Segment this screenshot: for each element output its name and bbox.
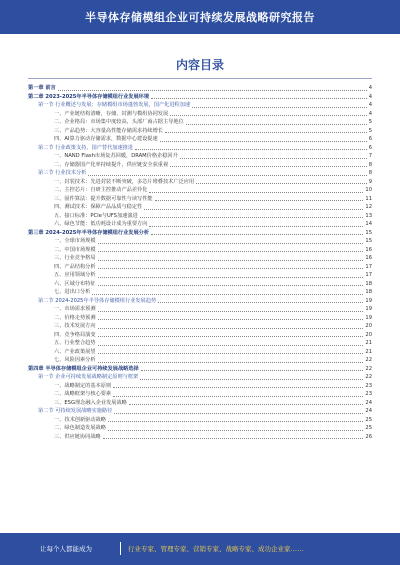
- toc-entry[interactable]: [28, 331, 372, 340]
- toc-entry-title: 二、主控芯片：自研主控推动产品差异化: [54, 187, 148, 193]
- toc-entry[interactable]: [28, 135, 372, 144]
- toc-entry-page: 25: [365, 416, 372, 423]
- toc-entry[interactable]: [28, 118, 372, 127]
- toc-entry-page: 22: [365, 374, 372, 380]
- toc-entry[interactable]: [28, 390, 372, 399]
- toc-entry-title: 六、产业政策展望: [54, 348, 96, 355]
- toc-entry-page: 5: [368, 119, 372, 125]
- toc-entry-page: 13: [365, 212, 372, 219]
- toc-entry[interactable]: [28, 212, 372, 221]
- toc-entry[interactable]: [28, 220, 372, 229]
- toc-leader-dots: [180, 158, 367, 159]
- toc-entry[interactable]: [28, 424, 372, 433]
- toc-entry-title: 四、AI算力驱动存储需求，数据中心建设提速: [54, 136, 158, 142]
- toc-entry-page: 22: [365, 357, 372, 363]
- toc-leader-dots: [108, 421, 364, 422]
- toc-leader-dots: [58, 90, 367, 91]
- toc-entry[interactable]: [28, 356, 372, 365]
- toc-entry-page: 12: [365, 204, 372, 210]
- toc-leader-dots: [114, 413, 363, 414]
- toc-leader-dots: [149, 226, 363, 227]
- toc-entry-page: 23: [365, 382, 372, 389]
- toc-entry-title: 一、封装技术：先进封装不断突破，多芯片堆叠技术广泛应用: [54, 178, 195, 185]
- toc-entry-page: 24: [365, 399, 372, 406]
- toc-leader-dots: [92, 294, 363, 295]
- toc-leader-dots: [98, 345, 364, 346]
- toc-leader-dots: [192, 107, 367, 108]
- toc-entry[interactable]: [28, 246, 372, 255]
- toc-divider: [28, 78, 372, 79]
- toc-entry[interactable]: [28, 407, 372, 416]
- toc-entry-title: 二、存储器国产化率持续提升，供应链安全获重视: [54, 161, 169, 168]
- toc-entry-title: 五、行业整合趋势: [54, 340, 96, 346]
- toc-entry-page: 19: [365, 306, 372, 312]
- toc-entry-title: 第三节 行业技术分析: [38, 170, 87, 176]
- toc-entry[interactable]: [28, 339, 372, 348]
- toc-entry-title: 第二节 行业政策支持，国产替代加速推进: [38, 144, 134, 151]
- toc-entry-title: 四、产品结构分析: [54, 263, 96, 270]
- toc-entry-page: 16: [365, 255, 372, 261]
- toc-entry-title: 第二节 2024-2025年半导体存储模组行业发展趋势: [38, 297, 157, 304]
- toc-entry[interactable]: [28, 382, 372, 391]
- toc-entry-title: 二、价格走势预测: [54, 314, 96, 321]
- toc-entry-title: 三、产品趋势：大容量高性能存储需求持续增长: [54, 127, 163, 134]
- toc-leader-dots: [98, 362, 364, 363]
- toc-leader-dots: [135, 149, 367, 150]
- footer-tagline: 行业专家、管理专家、营销专家、战略专家、成功企业家……: [128, 545, 304, 553]
- toc-entry-page: 20: [365, 323, 372, 329]
- document-title: 半导体存储模组企业可持续发展战略研究报告: [85, 11, 315, 24]
- toc-entry[interactable]: [28, 93, 372, 102]
- toc-entry-page: 24: [365, 408, 372, 414]
- toc-entry-title: 第四章 半导体存储模组企业可持续发展战略选择: [28, 365, 139, 372]
- toc-entry-page: 4: [368, 110, 372, 117]
- toc-entry[interactable]: [28, 169, 372, 178]
- toc-leader-dots: [141, 370, 364, 371]
- toc-entry-page: 17: [365, 263, 372, 270]
- toc-leader-dots: [129, 404, 364, 405]
- toc-leader-dots: [98, 319, 364, 320]
- toc-leader-dots: [140, 379, 363, 380]
- toc-entry[interactable]: [28, 110, 372, 119]
- toc-entry[interactable]: [28, 144, 372, 153]
- toc-entry-page: 8: [368, 170, 372, 176]
- toc-entry-page: 4: [368, 102, 372, 108]
- toc-entry-title: 二、战略框架与核心要素: [54, 391, 112, 397]
- toc-leader-dots: [113, 396, 363, 397]
- toc-entry-page: 14: [365, 221, 372, 227]
- toc-entry-page: 19: [365, 297, 372, 304]
- toc-leader-dots: [88, 175, 366, 176]
- toc-entry[interactable]: [28, 271, 372, 280]
- toc-entry[interactable]: [28, 297, 372, 306]
- toc-heading: 内容目录: [175, 58, 224, 72]
- toc-entry[interactable]: [28, 152, 372, 161]
- toc-entry-page: 23: [365, 391, 372, 397]
- toc-entry-title: 四、竞争格局演变: [54, 331, 96, 338]
- toc-entry[interactable]: [28, 288, 372, 297]
- toc-leader-dots: [108, 430, 364, 431]
- toc-entry[interactable]: [28, 365, 372, 374]
- toc-leader-dots: [196, 183, 367, 184]
- toc-entry-title: 第三章 2024-2025年半导体存储模组行业发展分析: [28, 229, 150, 236]
- toc-entry-page: 4: [368, 93, 372, 100]
- toc-leader-dots: [151, 98, 367, 99]
- toc-entry-page: 18: [365, 280, 372, 287]
- toc-entry-title: 一、技术创新驱动战略: [54, 416, 106, 423]
- toc-entry[interactable]: [28, 373, 372, 382]
- toc-entry[interactable]: [28, 305, 372, 314]
- toc-leader-dots: [98, 336, 364, 337]
- toc-entry-title: 一、战略制定的基本原则: [54, 382, 112, 389]
- toc-entry[interactable]: [28, 203, 372, 212]
- toc-entry-page: 9: [368, 178, 372, 185]
- toc-leader-dots: [113, 387, 363, 388]
- toc-entry-page: 11: [365, 195, 372, 202]
- toc-leader-dots: [98, 260, 364, 261]
- toc-entry-title: 三、ESG理念融入企业发展战略: [54, 399, 127, 406]
- toc-entry[interactable]: [28, 433, 372, 442]
- toc-entry-title: 七、进出口分析: [54, 289, 91, 295]
- table-of-contents: [28, 84, 372, 441]
- toc-entry-page: 18: [365, 289, 372, 295]
- toc-entry-page: 4: [368, 85, 372, 91]
- toc-leader-dots: [149, 192, 363, 193]
- toc-leader-dots: [103, 438, 364, 439]
- toc-leader-dots: [144, 209, 363, 210]
- toc-entry-page: 17: [365, 272, 372, 278]
- toc-entry[interactable]: [28, 178, 372, 187]
- toc-entry[interactable]: [28, 161, 372, 170]
- toc-entry-title: 三、固件算法：提升数据可靠性与读写性能: [54, 195, 153, 202]
- toc-entry-title: 二、中国市场规模: [54, 246, 96, 253]
- toc-entry[interactable]: [28, 127, 372, 136]
- toc-entry-page: 7: [368, 153, 372, 159]
- toc-entry[interactable]: [28, 314, 372, 323]
- toc-leader-dots: [98, 328, 364, 329]
- toc-entry-page: 6: [368, 136, 372, 142]
- toc-entry-title: 一、全球市场规模: [54, 238, 96, 244]
- toc-entry-page: 15: [365, 238, 372, 244]
- toc-entry-page: 6: [368, 144, 372, 151]
- toc-leader-dots: [170, 166, 367, 167]
- toc-leader-dots: [151, 234, 363, 235]
- toc-leader-dots: [140, 217, 364, 218]
- toc-leader-dots: [98, 277, 364, 278]
- toc-entry-title: 六、绿色节能：低功耗设计成为重要方向: [54, 221, 148, 227]
- toc-leader-dots: [160, 141, 367, 142]
- toc-entry[interactable]: [28, 263, 372, 272]
- toc-entry-title: 第一节 企业可持续发展战略制定原则与框架: [38, 374, 139, 380]
- toc-entry-title: 四、测试技术：保障产品品质与稳定性: [54, 204, 143, 210]
- footer-slogan: 让每个人都能成为: [40, 545, 92, 553]
- toc-entry-title: 五、接口标准：PCIe与UFS加速演进: [54, 212, 138, 219]
- toc-entry[interactable]: [28, 348, 372, 357]
- toc-entry-title: 六、区域分布特征: [54, 280, 96, 287]
- toc-entry[interactable]: [28, 84, 372, 93]
- toc-entry-page: 21: [365, 348, 372, 355]
- toc-entry-title: 一、市场需求预测: [54, 306, 96, 312]
- toc-entry-title: 三、技术发展方向: [54, 323, 96, 329]
- footer-banner: [0, 533, 400, 565]
- toc-entry-title: 一、产业链结构清晰，存储、封测与模组协同发展: [54, 110, 169, 117]
- toc-entry-page: 19: [365, 314, 372, 321]
- toc-entry-title: 二、绿色制造发展战略: [54, 425, 106, 431]
- footer-divider: [120, 542, 121, 555]
- toc-leader-dots: [98, 243, 364, 244]
- toc-leader-dots: [98, 285, 364, 286]
- toc-entry-title: 第二章 2023-2025年半导体存储模组行业发展环境: [28, 93, 150, 100]
- toc-entry-page: 16: [365, 246, 372, 253]
- toc-leader-dots: [158, 302, 363, 303]
- toc-entry[interactable]: [28, 280, 372, 289]
- toc-entry-title: 三、供应链协同战略: [54, 433, 101, 440]
- toc-entry-title: 五、应用领域分析: [54, 272, 96, 278]
- toc-entry-page: 21: [365, 340, 372, 346]
- toc-leader-dots: [98, 353, 364, 354]
- toc-entry[interactable]: [28, 237, 372, 246]
- toc-entry-page: 25: [365, 425, 372, 431]
- toc-entry-page: 15: [365, 229, 372, 236]
- toc-entry-title: 第一节 行业概述与发展：存储模组市场蓬勃发展，国产化进程加速: [38, 102, 191, 108]
- toc-entry[interactable]: [28, 195, 372, 204]
- toc-entry-page: 26: [365, 433, 372, 440]
- toc-entry[interactable]: [28, 101, 372, 110]
- toc-leader-dots: [165, 132, 367, 133]
- toc-leader-dots: [186, 124, 367, 125]
- toc-leader-dots: [98, 268, 364, 269]
- toc-entry[interactable]: [28, 399, 372, 408]
- toc-entry-title: 第一章 前言: [28, 85, 56, 91]
- toc-leader-dots: [98, 311, 364, 312]
- toc-entry[interactable]: [28, 322, 372, 331]
- toc-entry-page: 22: [365, 365, 372, 372]
- toc-entry-title: 二、企业格局：市场集中度较高，头部厂商占据主导地位: [54, 119, 184, 125]
- toc-entry-title: 七、风险因素分析: [54, 357, 96, 363]
- toc-entry[interactable]: [28, 254, 372, 263]
- header-banner: [0, 0, 400, 34]
- toc-leader-dots: [98, 251, 364, 252]
- toc-entry-title: 第二节 可持续发展战略实施路径: [38, 408, 113, 414]
- toc-entry[interactable]: [28, 229, 372, 238]
- toc-entry-page: 20: [365, 331, 372, 338]
- toc-entry-page: 8: [368, 161, 372, 168]
- toc-entry-page: 5: [368, 127, 372, 134]
- toc-leader-dots: [170, 115, 367, 116]
- toc-entry[interactable]: [28, 416, 372, 425]
- toc-entry-title: 一、NAND Flash市场复苏回暖，DRAM价格企稳回升: [54, 153, 178, 159]
- toc-entry-page: 10: [365, 187, 372, 193]
- toc-entry[interactable]: [28, 186, 372, 195]
- toc-leader-dots: [155, 200, 364, 201]
- toc-entry-title: 三、行业竞争格局: [54, 255, 96, 261]
